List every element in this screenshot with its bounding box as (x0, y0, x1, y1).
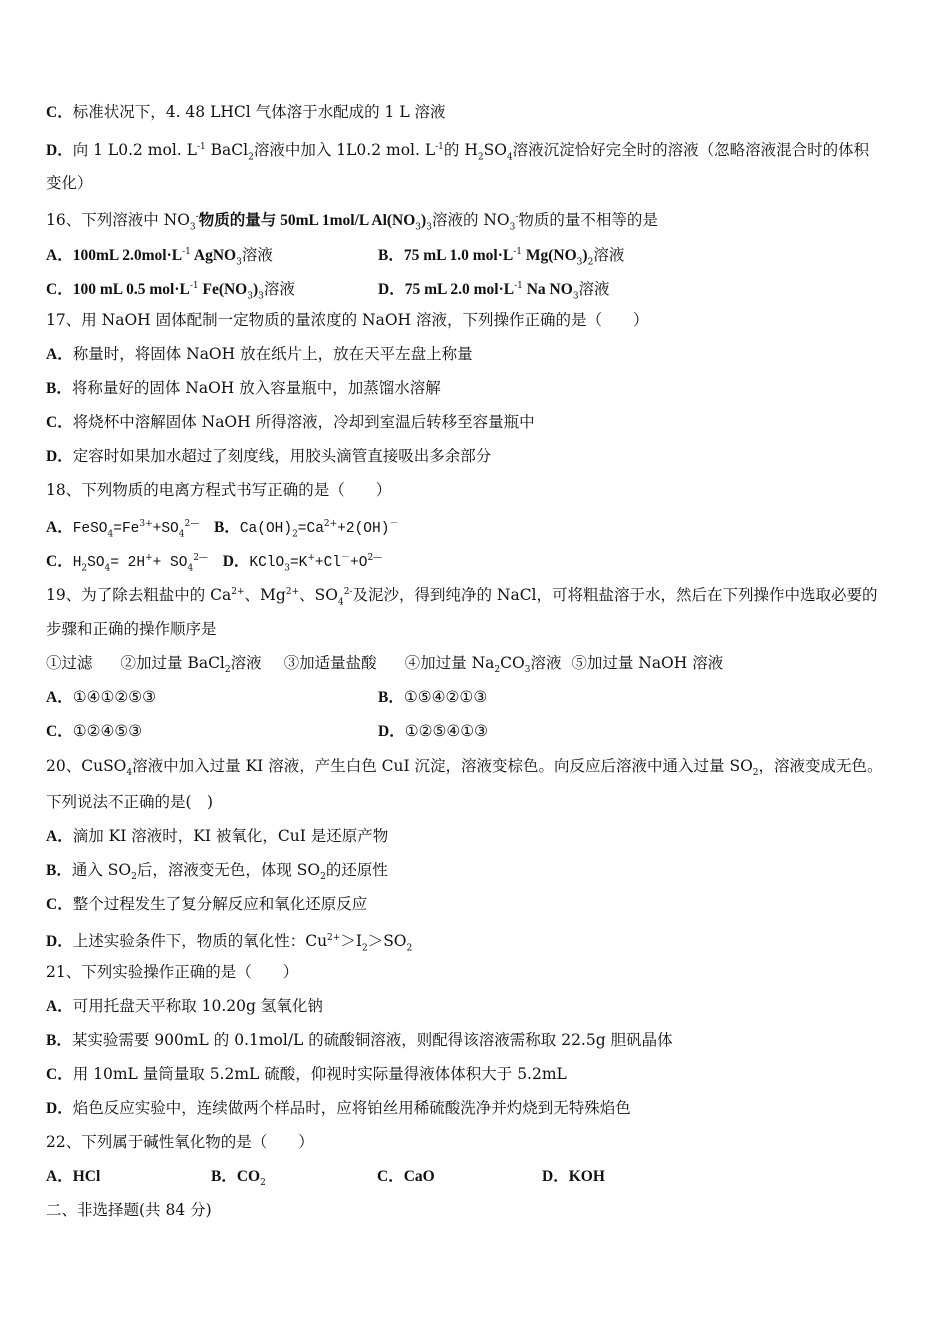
text-seg: 溶液沉淀恰好完全时的溶液（忽略溶液混合时的体积 (512, 141, 870, 160)
text-seg: ) (421, 212, 427, 230)
option-label: A． (46, 247, 73, 265)
option-label: B． (46, 380, 72, 397)
subscript: 2 (406, 943, 413, 954)
subscript: 2 (320, 872, 326, 883)
option-text: 焰色反应实验中，连续做两个样品时，应将铂丝用稀硫酸洗净并灼烧到无特殊焰色 (72, 1099, 631, 1117)
option-label: A． (46, 828, 73, 845)
text-seg: 溶液的 NO (431, 211, 510, 230)
q16-stem (46, 207, 658, 237)
text-seg: 上述实验条件下，物质的氧化性：Cu (72, 932, 328, 951)
option-label: C． (46, 414, 73, 431)
text-seg: +O (350, 555, 368, 572)
text-seg: 下列说法不正确的是( ) (46, 793, 214, 811)
q20-stem (46, 756, 883, 783)
text-seg: 16、下列溶液中 NO (46, 211, 190, 230)
q22-stem (46, 1132, 314, 1152)
superscript: 2— (184, 519, 200, 529)
text-seg: 向 1 L0.2 mol. L (72, 141, 197, 160)
text-seg: 、SO (299, 586, 338, 605)
text-seg: AgNO (190, 247, 237, 265)
option-text: CaO (403, 1168, 435, 1185)
option-text: CO (236, 1168, 261, 1185)
text-seg: Mg(NO (522, 247, 577, 265)
superscript: 2+ (327, 933, 341, 943)
question-stem: 17、用 NaOH 固体配制一定物质的量浓度的 NaOH 溶液，下列操作正确的是（ ） (46, 311, 649, 329)
text-seg: 步骤和正确的操作顺序是 (46, 620, 217, 638)
text-seg: ＞SO (367, 932, 407, 951)
option-text: KOH (568, 1168, 605, 1185)
operation-1: ①过滤 (46, 654, 93, 672)
q22-option-b (211, 1166, 266, 1193)
question-stem: 21、下列实验操作正确的是（ ） (46, 963, 299, 981)
text-seg: +Cl (314, 555, 342, 572)
superscript: -1 (182, 247, 191, 257)
q17-option-d (46, 446, 491, 467)
option-text: ①②④⑤③ (72, 722, 143, 740)
option-text: HCl (72, 1168, 101, 1185)
q20-stem-cont (46, 792, 213, 812)
operation-3: ③加适量盐酸 (283, 654, 377, 672)
option-label: C． (46, 281, 73, 299)
text-seg: 溶液 (230, 654, 262, 672)
option-text: 标准状况下，4. 48 LHCl 气体溶于水配成的 1 L 溶液 (72, 103, 446, 121)
option-label: D． (222, 553, 250, 571)
q19-option-b (378, 687, 487, 708)
text-seg: ，溶液变成无色。 (758, 757, 883, 775)
text-seg: 溶液 (530, 654, 562, 672)
subscript: 3 (236, 257, 242, 268)
q20-option-a (46, 826, 388, 847)
text-seg: 物质的量与 50mL 1mol/L Al(NO (198, 212, 416, 230)
text-seg: +SO (152, 521, 179, 538)
text-seg: 、Mg (244, 586, 286, 605)
option-label: B． (46, 1032, 72, 1049)
option-label: D． (46, 448, 73, 465)
subscript: 2 (292, 529, 298, 540)
superscript: － (389, 519, 399, 529)
q20-option-d (46, 928, 412, 958)
subscript: 3 (415, 222, 422, 233)
text-seg: 100mL 2.0mol·L (72, 247, 183, 265)
subscript: 2 (260, 1178, 266, 1189)
option-text: 用 10mL 量筒量取 5.2mL 硫酸，仰视时实际量得液体体积大于 5.2mL (72, 1065, 567, 1083)
subscript: 4 (337, 597, 344, 608)
q20-option-b (46, 860, 388, 887)
text-seg: 溶液 (241, 246, 273, 265)
q21-option-a (46, 996, 323, 1017)
subscript: 3 (258, 291, 264, 302)
q18-stem (46, 480, 391, 500)
option-label: D． (46, 1100, 73, 1117)
superscript: 2— (193, 553, 208, 563)
option-label: C． (46, 723, 73, 740)
q16-option-b (378, 242, 624, 272)
subscript: 2 (494, 665, 501, 676)
text-seg: =Ca (297, 521, 324, 538)
subscript: 3 (572, 291, 579, 302)
option-label: A． (46, 689, 73, 706)
subscript: 4 (187, 563, 194, 574)
option-label: A． (46, 1168, 73, 1185)
q21-option-b (46, 1030, 673, 1051)
q19-options-cd (46, 721, 489, 742)
q16-option-d (378, 276, 610, 306)
subscript: 4 (126, 768, 133, 779)
subscript: 3 (189, 222, 196, 233)
q18-options-ab (46, 514, 398, 544)
subscript: 4 (104, 563, 111, 574)
text-seg: 溶液 (593, 246, 625, 265)
q18-options-cd (46, 548, 382, 578)
option-label: C． (46, 1066, 73, 1083)
question-stem: 22、下列属于碱性氧化物的是（ ） (46, 1133, 314, 1151)
option-label: A． (46, 998, 73, 1015)
option-text: 整个过程发生了复分解反应和氧化还原反应 (72, 895, 368, 913)
q15-option-d-cont (46, 173, 93, 193)
option-text: ①④①②⑤③ (72, 688, 157, 706)
q19-option-d (378, 721, 488, 742)
subscript: 3 (247, 291, 253, 302)
text-seg: 19、为了除去粗盐中的 Ca (46, 586, 232, 605)
text-seg: 后，溶液变无色，体现 SO (136, 861, 321, 879)
text-seg: ) (252, 281, 259, 299)
superscript: 2— (367, 553, 383, 563)
superscript: 3+ (139, 519, 153, 529)
text-seg: 物质的量不相等的是 (518, 211, 658, 230)
text-seg: =Fe (113, 521, 140, 538)
subscript: 3 (509, 222, 516, 233)
option-label: B． (211, 1168, 237, 1185)
text-seg: Ca(OH) (239, 521, 293, 538)
text-seg: 溶液中加入 1L0.2 mol. L (253, 141, 436, 160)
option-text: ①⑤④②①③ (403, 688, 488, 706)
text-seg: ②加过量 BaCl (120, 654, 225, 672)
option-text: 将称量好的固体 NaOH 放入容量瓶中，加蒸馏水溶解 (71, 379, 441, 397)
subscript: 2 (361, 943, 368, 954)
text-seg: KClO (249, 555, 285, 572)
q15-option-d (46, 137, 869, 167)
q19-stem-cont (46, 619, 217, 639)
subscript: 4 (107, 529, 114, 540)
option-text: 称量时，将固体 NaOH 放在纸片上，放在天平左盘上称量 (72, 345, 473, 363)
text-seg: 的还原性 (325, 861, 388, 879)
text-seg: 100 mL 0.5 mol·L (72, 281, 190, 299)
q22-option-c (377, 1166, 435, 1187)
q20-option-c (46, 894, 367, 915)
option-label: A． (46, 519, 73, 537)
subscript: 2 (752, 768, 759, 779)
option-label: B． (378, 689, 404, 706)
option-text: 定容时如果加水超过了刻度线，用胶头滴管直接吸出多余部分 (72, 447, 492, 465)
subscript: 4 (506, 152, 513, 163)
subscript: 2 (131, 872, 137, 883)
section-heading (46, 1200, 212, 1220)
text-seg: 变化） (46, 174, 93, 192)
option-label: D． (378, 281, 405, 299)
superscript: + (145, 553, 153, 563)
option-label: C． (377, 1168, 404, 1185)
text-seg: CO (500, 654, 525, 672)
q17-option-a (46, 344, 473, 365)
subscript: 3 (426, 222, 432, 233)
option-label: C． (46, 104, 73, 121)
q21-option-c (46, 1064, 567, 1085)
option-text: 将烧杯中溶解固体 NaOH 所得溶液，冷却到室温后转移至容量瓶中 (72, 413, 535, 431)
text-seg: + SO (152, 555, 188, 572)
text-seg: =K (289, 555, 308, 572)
option-label: C． (46, 553, 73, 571)
superscript: 2+ (285, 587, 300, 597)
option-label: D． (378, 723, 405, 740)
option-label: D． (46, 142, 73, 160)
q22-option-d (542, 1166, 605, 1187)
q19-operations (46, 653, 723, 680)
option-text: 可用托盘天平称取 10.20g 氢氧化钠 (72, 997, 323, 1015)
text-seg: +2(OH) (337, 521, 390, 538)
option-label: D． (542, 1168, 569, 1185)
question-stem: 18、下列物质的电离方程式书写正确的是（ ） (46, 481, 392, 499)
option-label: B． (214, 519, 240, 537)
text-seg: SO (87, 555, 105, 572)
q21-option-d (46, 1098, 631, 1119)
text-seg: ④加过量 Na (404, 654, 495, 672)
superscript: -1 (435, 142, 444, 152)
text-seg: 溶液中加入过量 KI 溶液，产生白色 CuI 沉淀，溶液变棕色。向反应后溶液中通入过量 SO (132, 757, 753, 775)
text-seg: 及泥沙，得到纯净的 NaCl，可将粗盐溶于水，然后在下列操作中选取必要的 (352, 586, 878, 605)
text-seg: SO (483, 141, 507, 160)
superscript: － (341, 553, 351, 563)
superscript: + (307, 553, 315, 563)
q17-option-c (46, 412, 535, 433)
subscript: 2 (587, 257, 594, 268)
option-label: B． (378, 247, 404, 265)
superscript: 2+ (323, 519, 338, 529)
subscript: 2 (81, 563, 88, 574)
operation-5: ⑤加过量 NaOH 溶液 (571, 654, 724, 672)
subscript: 2 (224, 665, 231, 676)
text-seg: 的 H (443, 141, 478, 160)
option-text: 某实验需要 900mL 的 0.1mol/L 的硫酸铜溶液，则配得该溶液需称取 22.5g 胆矾晶体 (71, 1031, 673, 1049)
text-seg: FeSO (72, 521, 108, 538)
text-seg: 75 mL 2.0 mol·L (404, 281, 515, 299)
text-seg: H (72, 555, 82, 572)
q19-options-ab (46, 687, 488, 708)
q22-option-a (46, 1166, 100, 1187)
text-seg: 通入 SO (71, 861, 132, 879)
text-seg: Na NO (522, 281, 573, 299)
q21-stem (46, 962, 298, 982)
text-seg: 75 mL 1.0 mol·L (403, 247, 514, 265)
text-seg: Fe(NO (198, 281, 248, 299)
superscript: -1 (189, 281, 199, 291)
option-text: ①②⑤④①③ (404, 722, 489, 740)
option-label: A． (46, 346, 73, 363)
q17-option-b (46, 378, 441, 399)
superscript: -1 (513, 247, 522, 257)
superscript: 2- (343, 587, 353, 597)
option-label: D． (46, 933, 73, 951)
option-label: B． (46, 862, 72, 879)
subscript: 3 (284, 563, 290, 574)
q19-stem (46, 582, 878, 612)
option-text: 滴加 KI 溶液时，KI 被氧化，CuI 是还原产物 (72, 827, 389, 845)
text-seg: ) (582, 247, 588, 265)
text-seg: ＞I (340, 932, 362, 951)
text-seg: 溶液 (578, 280, 610, 299)
subscript: 3 (576, 257, 583, 268)
superscript: -1 (514, 281, 523, 291)
superscript: - (195, 212, 199, 222)
q17-stem (46, 310, 649, 330)
subscript: 4 (178, 529, 185, 540)
text-seg: = 2H (110, 555, 146, 572)
text-seg: 20、CuSO (46, 757, 127, 775)
subscript: 2 (477, 152, 484, 163)
q15-option-c (46, 102, 446, 123)
text-seg: 溶液 (263, 280, 295, 299)
option-label: C． (46, 896, 73, 913)
superscript: - (515, 212, 519, 222)
subscript: 3 (524, 665, 531, 676)
text-seg: BaCl (205, 141, 249, 160)
superscript: -1 (196, 142, 206, 152)
section-title: 二、非选择题(共 84 分) (46, 1201, 212, 1219)
superscript: 2+ (231, 587, 245, 597)
subscript: 2 (248, 152, 254, 163)
